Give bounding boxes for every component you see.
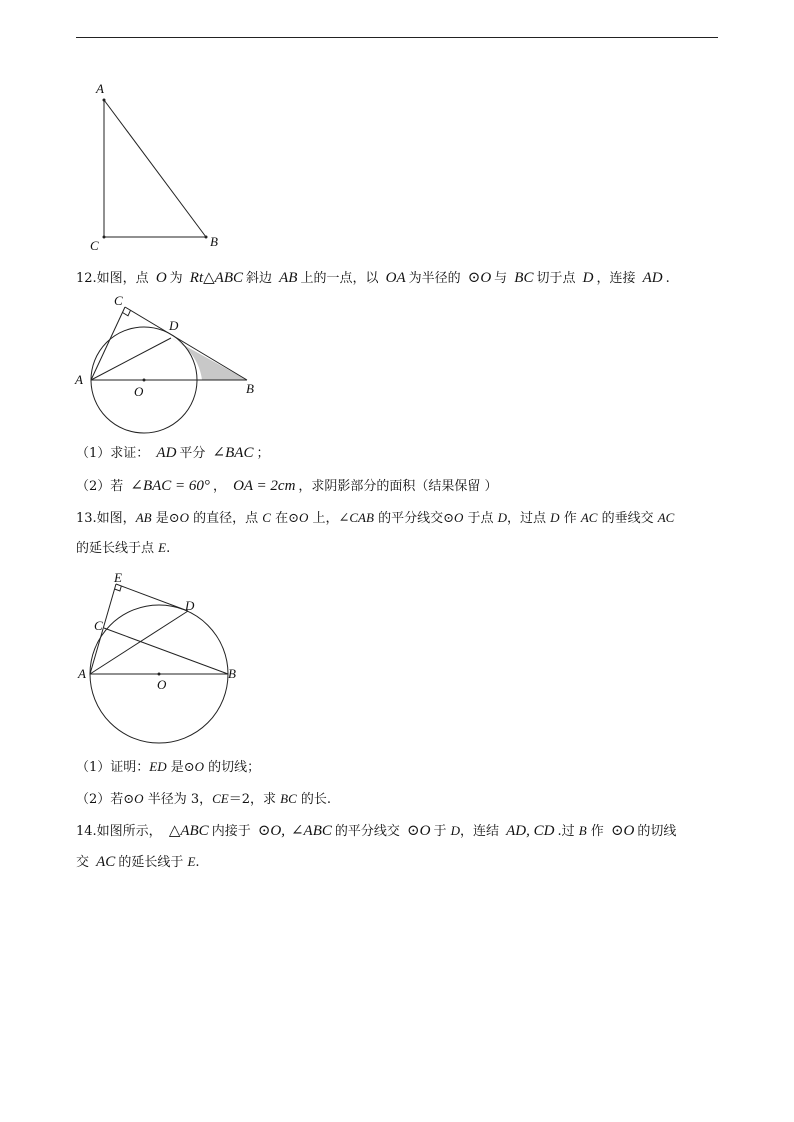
label-a: A <box>78 666 86 681</box>
q13-math: AC <box>580 510 598 525</box>
q12-text: 斜边 <box>246 271 277 286</box>
segment-cb <box>125 307 247 380</box>
q13-text: 是⊙ <box>151 511 180 526</box>
q13-math: D <box>497 510 508 525</box>
label-b: B <box>228 666 236 681</box>
part-math: BC <box>280 791 297 806</box>
part-math: ∠BAC <box>212 445 254 461</box>
part-math: ∠BAC = 60° <box>130 478 210 494</box>
point-o <box>143 379 146 382</box>
q14-text: 14.如图所示， <box>76 824 166 839</box>
segment-ed <box>116 584 188 611</box>
q13-text: 的垂线交 <box>597 511 658 526</box>
q12-text: . <box>665 271 670 286</box>
label-b: B <box>246 381 254 396</box>
q13-text: 在⊙ <box>270 511 299 526</box>
q14-text: 的平分线交 <box>334 824 405 839</box>
q12-math: OA <box>385 270 406 286</box>
q14-statement-line1 <box>76 821 676 842</box>
segment-ad <box>90 611 188 674</box>
figure-q12-tangent-circle <box>70 290 270 440</box>
q13-math: O <box>453 510 464 525</box>
q12-statement <box>76 268 670 289</box>
part-text: （1）求证： <box>76 446 154 461</box>
q12-text: 12.如图，点 <box>76 271 153 286</box>
q13-math: O <box>298 510 309 525</box>
part-text: 平分 <box>179 446 210 461</box>
part-text: 半径为 3， <box>143 792 213 807</box>
part-text: ， <box>212 479 231 494</box>
part-text: ，求阴影部分的面积（结果保留 ） <box>298 479 498 494</box>
point-o <box>158 673 161 676</box>
q13-text: 的直径，点 <box>189 511 263 526</box>
q13-part2 <box>76 789 331 810</box>
part-text: 的长. <box>296 792 332 807</box>
q13-text: 13.如图， <box>76 511 136 526</box>
q13-text: 上，∠ <box>308 511 350 526</box>
q13-math: O <box>179 510 189 525</box>
q13-math: C <box>262 510 271 525</box>
q14-statement-line2 <box>76 852 200 873</box>
part-text: （2）若 <box>76 479 128 494</box>
label-a: A <box>75 372 83 387</box>
part-math: CE <box>212 791 229 806</box>
q12-math: D <box>582 270 594 286</box>
q13-math: AC <box>657 510 675 525</box>
q13-statement-line1 <box>76 508 674 529</box>
label-a: A <box>96 81 104 96</box>
label-o: O <box>157 677 167 692</box>
q14-math: ⊙O <box>407 823 431 839</box>
q13-text: 的延长线于点 <box>76 541 159 556</box>
segment-ab <box>104 100 206 237</box>
q14-text: ，连结 <box>459 824 504 839</box>
part-math: O <box>134 791 144 806</box>
part-text: （1）证明： <box>76 760 150 775</box>
q13-text: 作 <box>559 511 581 526</box>
q12-math: Rt△ABC <box>189 270 243 286</box>
label-b: B <box>210 234 218 249</box>
label-o: O <box>134 384 144 399</box>
q13-text: 的平分线交⊙ <box>373 511 454 526</box>
segment-ad <box>91 338 171 380</box>
part-text: ； <box>256 446 270 461</box>
part-text: （2）若⊙ <box>76 792 135 807</box>
label-c: C <box>94 618 103 633</box>
point-b <box>205 236 208 239</box>
q12-math: BC <box>514 270 534 286</box>
q14-text: 于 <box>433 824 451 839</box>
q12-math: ⊙O <box>467 270 492 286</box>
q13-part1 <box>76 757 260 778</box>
segment-cb <box>104 628 228 674</box>
part-text: 是⊙ <box>166 760 195 775</box>
q13-text: . <box>166 541 171 556</box>
part-text: 的切线； <box>204 760 261 775</box>
label-c: C <box>90 238 99 253</box>
q12-part2 <box>76 476 498 497</box>
q13-math: CAB <box>349 510 374 525</box>
q14-math: E <box>187 854 196 869</box>
segment-ac <box>91 307 125 380</box>
q14-math: ⊙O <box>610 823 635 839</box>
q14-math: B <box>578 823 587 838</box>
point-a <box>103 99 106 102</box>
q14-text: 的切线 <box>637 824 677 839</box>
q12-part1 <box>76 443 269 464</box>
q13-statement-line2 <box>76 538 170 559</box>
q14-math: D <box>450 823 460 838</box>
q13-text: ，过点 <box>507 511 551 526</box>
part-math: OA = 2cm <box>233 478 296 494</box>
q12-math: O <box>155 270 167 286</box>
q14-math: ∠ABC <box>290 823 332 839</box>
q13-math: D <box>550 510 560 525</box>
q13-text: 于点 <box>463 511 498 526</box>
q14-text: . <box>195 855 200 870</box>
label-c: C <box>114 293 123 308</box>
part-math: AD <box>156 445 177 461</box>
q12-text: 切于点 <box>536 271 580 286</box>
q14-text: 交 <box>76 855 94 870</box>
q14-math: ⊙O, <box>257 823 285 839</box>
q14-math: △ABC <box>168 823 209 839</box>
part-math: ED <box>149 759 167 774</box>
q14-text: 作 <box>586 824 608 839</box>
q12-math: AD <box>642 270 663 286</box>
point-c <box>103 236 106 239</box>
q14-text: 的延长线于 <box>118 855 188 870</box>
part-math: O <box>194 759 205 774</box>
q14-math: AC <box>96 854 116 870</box>
figure-q13-circle <box>70 570 260 750</box>
q12-text: 与 <box>494 271 512 286</box>
header-rule <box>76 37 718 38</box>
q13-math: E <box>158 540 167 555</box>
q14-math: AD, CD <box>506 823 555 839</box>
q12-text: 上的一点，以 <box>300 271 383 286</box>
label-e: E <box>114 570 122 585</box>
part-text: ＝2，求 <box>228 792 281 807</box>
q12-math: AB <box>279 270 298 286</box>
q12-text: 为 <box>169 271 187 286</box>
q14-text: 内接于 <box>211 824 255 839</box>
right-angle-mark <box>123 310 131 316</box>
q13-math: AB <box>135 510 152 525</box>
label-d: D <box>169 318 179 333</box>
q14-text: .过 <box>557 824 579 839</box>
label-d: D <box>185 598 195 613</box>
figure-right-triangle <box>80 78 240 258</box>
q12-text: ，连接 <box>596 271 640 286</box>
q12-text: 为半径的 <box>408 271 465 286</box>
